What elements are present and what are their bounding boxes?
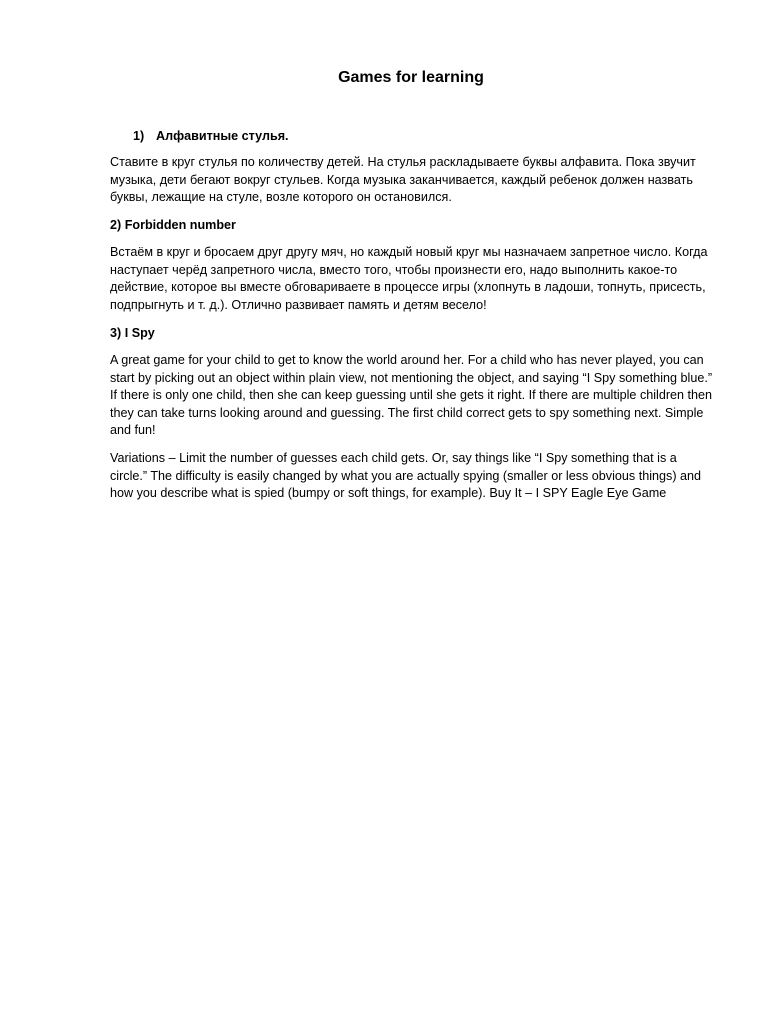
section3-heading: 3) I Spy [110,326,155,340]
section1-heading [133,127,289,145]
section2-heading: 2) Forbidden number [110,218,236,232]
section1-paragraph: Ставите в круг стулья по количеству детей. На стулья раскладываете буквы алфавита. Пока звучит музыка, дети бегают вокруг стульев. Когда музыка заканчивается, каждый ребенок должен назвать буквы, лежащие на стуле, возле которого он остановился. [110,155,696,205]
section2-paragraph: Встаём в круг и бросаем друг другу мяч, но каждый новый круг мы назначаем запретное число. Когда наступает черёд запретного числа, вместо того, чтобы произнести его, надо выполнить какое-то действие, которое вы вместе обговариваете в процессе игры (хлопнуть в ладоши, топнуть, присесть, подпрыгнуть и т. д.). Отлично развивает память и детям весело! [110,245,708,312]
section3-paragraph-1: A great game for your child to get to know the world around her. For a child who has never played, you can start by picking out an object within plain view, not mentioning the object, and saying “I Spy something blue.” If there is only one child, then she can keep guessing until she gets it right. If there are multiple children then they can take turns looking around and guessing. The first child correct gets to spy something next. Simple and fun! [110,353,713,438]
section1-number: 1) [133,129,145,143]
section3-paragraph-2: Variations – Limit the number of guesses each child gets. Or, say things like “I Spy something that is a circle.” The difficulty is easily changed by what you are actually spying (smaller or less obvious things) and how you describe what is spied (bumpy or soft things, for example). Buy It – I SPY Eagle Eye Game [110,451,702,501]
section1-heading-text: Алфавитные стулья. [156,129,289,143]
document-title: Games for learning [338,69,484,86]
